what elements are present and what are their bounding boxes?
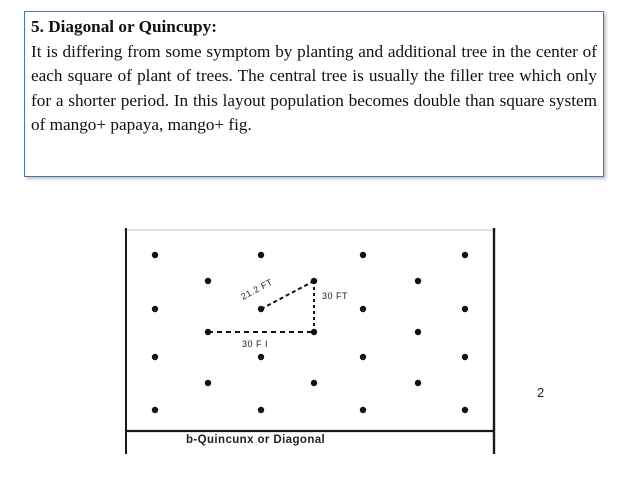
page-number: 2 bbox=[537, 385, 545, 400]
filler-tree-dot bbox=[415, 329, 421, 335]
vertical-distance-label: 30 FT bbox=[322, 291, 349, 301]
tree-dot bbox=[462, 252, 468, 258]
tree-dot bbox=[258, 407, 264, 413]
tree-dot bbox=[462, 354, 468, 360]
filler-tree-dot bbox=[311, 380, 317, 386]
diagonal-distance-label: 21.2 FT bbox=[239, 276, 275, 302]
tree-dot bbox=[258, 252, 264, 258]
filler-tree-dot bbox=[205, 380, 211, 386]
filler-tree-dot bbox=[415, 380, 421, 386]
filler-tree-dot bbox=[205, 278, 211, 284]
tree-dot bbox=[360, 354, 366, 360]
figure-caption: b-Quincunx or Diagonal bbox=[186, 434, 326, 446]
section-heading: 5. Diagonal or Quincupy: bbox=[31, 17, 217, 36]
diagram-canvas bbox=[118, 222, 504, 462]
text-box bbox=[24, 11, 604, 177]
tree-dot bbox=[152, 407, 158, 413]
tree-dot bbox=[152, 252, 158, 258]
quincunx-diagram bbox=[118, 222, 504, 462]
filler-tree-dot bbox=[415, 278, 421, 284]
tree-dot bbox=[152, 306, 158, 312]
tree-dot bbox=[258, 354, 264, 360]
section-body: It is differing from some symptom by planting and additional tree in the center of each square of plant of trees. The central tree is usually the filler tree which only for a shorter period. In this layout population becomes double than square system of mango+ papaya, mango+ fig. bbox=[31, 41, 597, 135]
tree-dot bbox=[462, 407, 468, 413]
horizontal-distance-label: 30 F I bbox=[242, 339, 269, 349]
tree-dot bbox=[360, 407, 366, 413]
tree-dot bbox=[360, 252, 366, 258]
tree-dot bbox=[152, 354, 158, 360]
tree-dot bbox=[462, 306, 468, 312]
tree-dot bbox=[360, 306, 366, 312]
